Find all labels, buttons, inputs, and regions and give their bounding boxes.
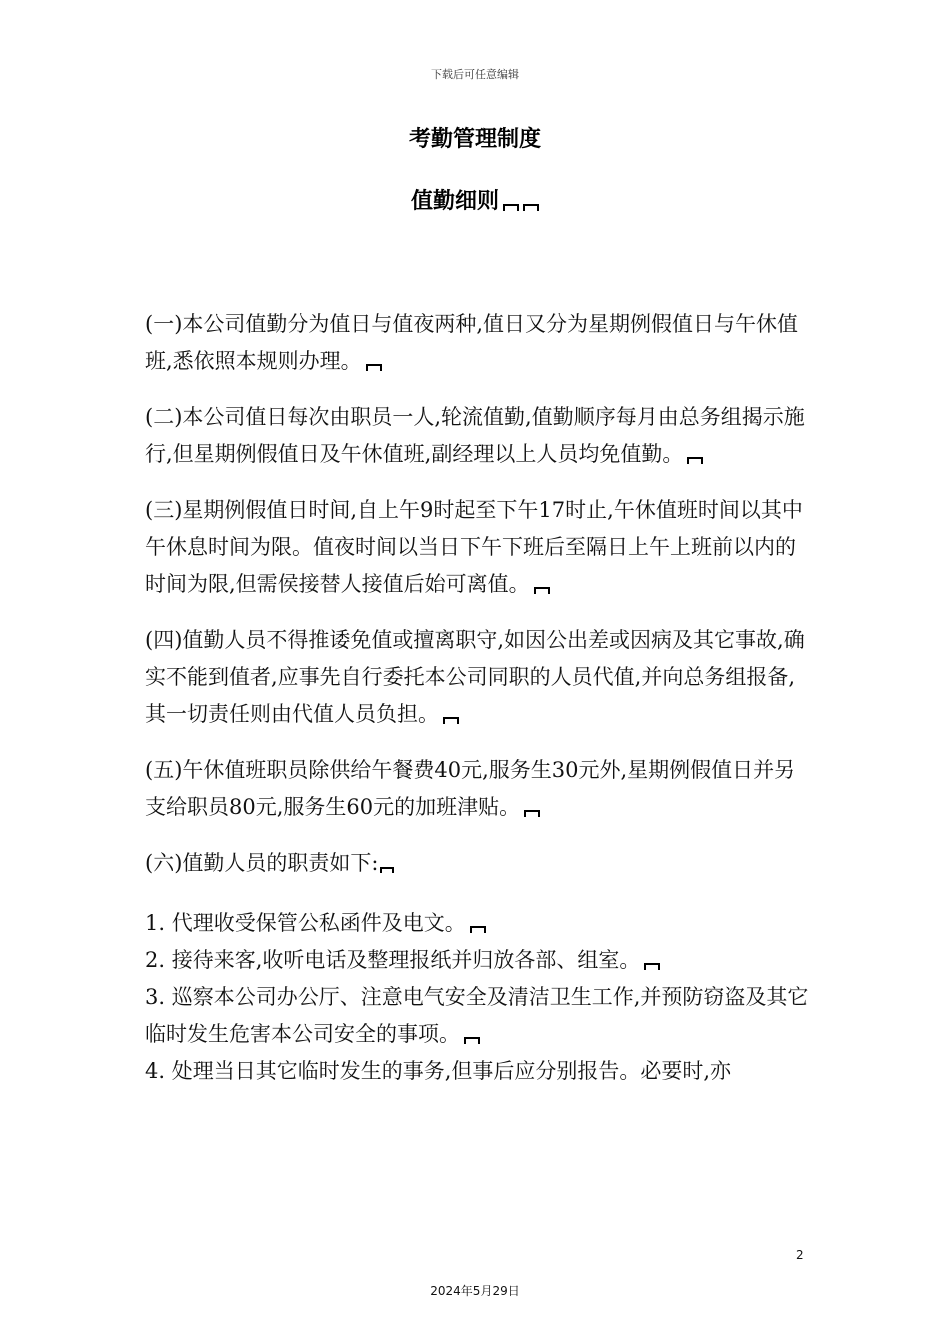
page-number: 2 xyxy=(796,1248,804,1262)
paragraph-text: (五)午休值班职员除供给午餐费40元,服务生30元外,星期例假值日并另支给职员80元,服务生60元的加班津贴。 xyxy=(145,758,796,819)
paragraph-mark-icon xyxy=(687,457,703,464)
document-subtitle xyxy=(0,184,950,215)
paragraph-text: (三)星期例假值日时间,自上午9时起至下午17时止,午休值班时间以其中午休息时间为限。值夜时间以当日下午下班后至隔日上午上班前以内的时间为限,但需侯接替人接值后始可离值。 xyxy=(145,498,803,596)
list-item xyxy=(145,979,810,1053)
list-item-text: 3. 巡察本公司办公厅、注意电气安全及清洁卫生工作,并预防窃盗及其它临时发生危害本公司安全的事项。 xyxy=(145,985,809,1046)
paragraph-mark-icon xyxy=(524,810,540,817)
list-mark-icon xyxy=(380,867,394,873)
paragraph-mark-icon xyxy=(644,963,660,970)
document-title-text: 考勤管理制度 xyxy=(408,127,541,152)
paragraph-2 xyxy=(145,399,810,473)
list-item-text: 1. 代理收受保管公私函件及电文。 xyxy=(145,911,466,935)
document-title xyxy=(0,122,950,153)
footer-date: 2024年5月29日 xyxy=(430,1284,520,1298)
paragraph-text: (二)本公司值日每次由职员一人,轮流值勤,值勤顺序每月由总务组揭示施行,但星期例假值日及午休值班,副经理以上人员均免值勤。 xyxy=(145,405,805,466)
document-subtitle-text: 值勤细则 xyxy=(410,189,499,214)
paragraph-6 xyxy=(145,845,810,882)
paragraph-5 xyxy=(145,752,810,826)
duties-list xyxy=(145,905,810,1090)
list-item xyxy=(145,942,810,979)
paragraph-1 xyxy=(145,306,810,380)
paragraph-text: (一)本公司值勤分为值日与值夜两种,值日又分为星期例假值日与午休值班,悉依照本规则办理。 xyxy=(145,312,799,373)
list-item xyxy=(145,1053,810,1090)
paragraph-mark-icon xyxy=(534,587,550,594)
list-item-text: 2. 接待来客,收听电话及整理报纸并归放各部、组室。 xyxy=(145,948,641,972)
paragraph-text: (四)值勤人员不得推诿免值或擅离职守,如因公出差或因病及其它事故,确实不能到值者,应事先自行委托本公司同职的人员代值,并向总务组报备,其一切责任则由代值人员负担。 xyxy=(145,628,805,726)
paragraph-mark-icon xyxy=(503,204,519,211)
document-body xyxy=(145,306,810,1090)
paragraph-3 xyxy=(145,492,810,603)
paragraph-4 xyxy=(145,622,810,733)
paragraph-mark-icon xyxy=(523,204,539,211)
list-item xyxy=(145,905,810,942)
paragraph-mark-icon xyxy=(443,717,459,724)
paragraph-mark-icon xyxy=(366,364,382,371)
header-note: 下载后可任意编辑 xyxy=(431,68,519,81)
list-item-text: 4. 处理当日其它临时发生的事务,但事后应分别报告。必要时,亦 xyxy=(145,1059,732,1083)
paragraph-mark-icon xyxy=(470,926,486,933)
paragraph-mark-icon xyxy=(464,1037,480,1044)
paragraph-text: (六)值勤人员的职责如下: xyxy=(145,851,379,875)
